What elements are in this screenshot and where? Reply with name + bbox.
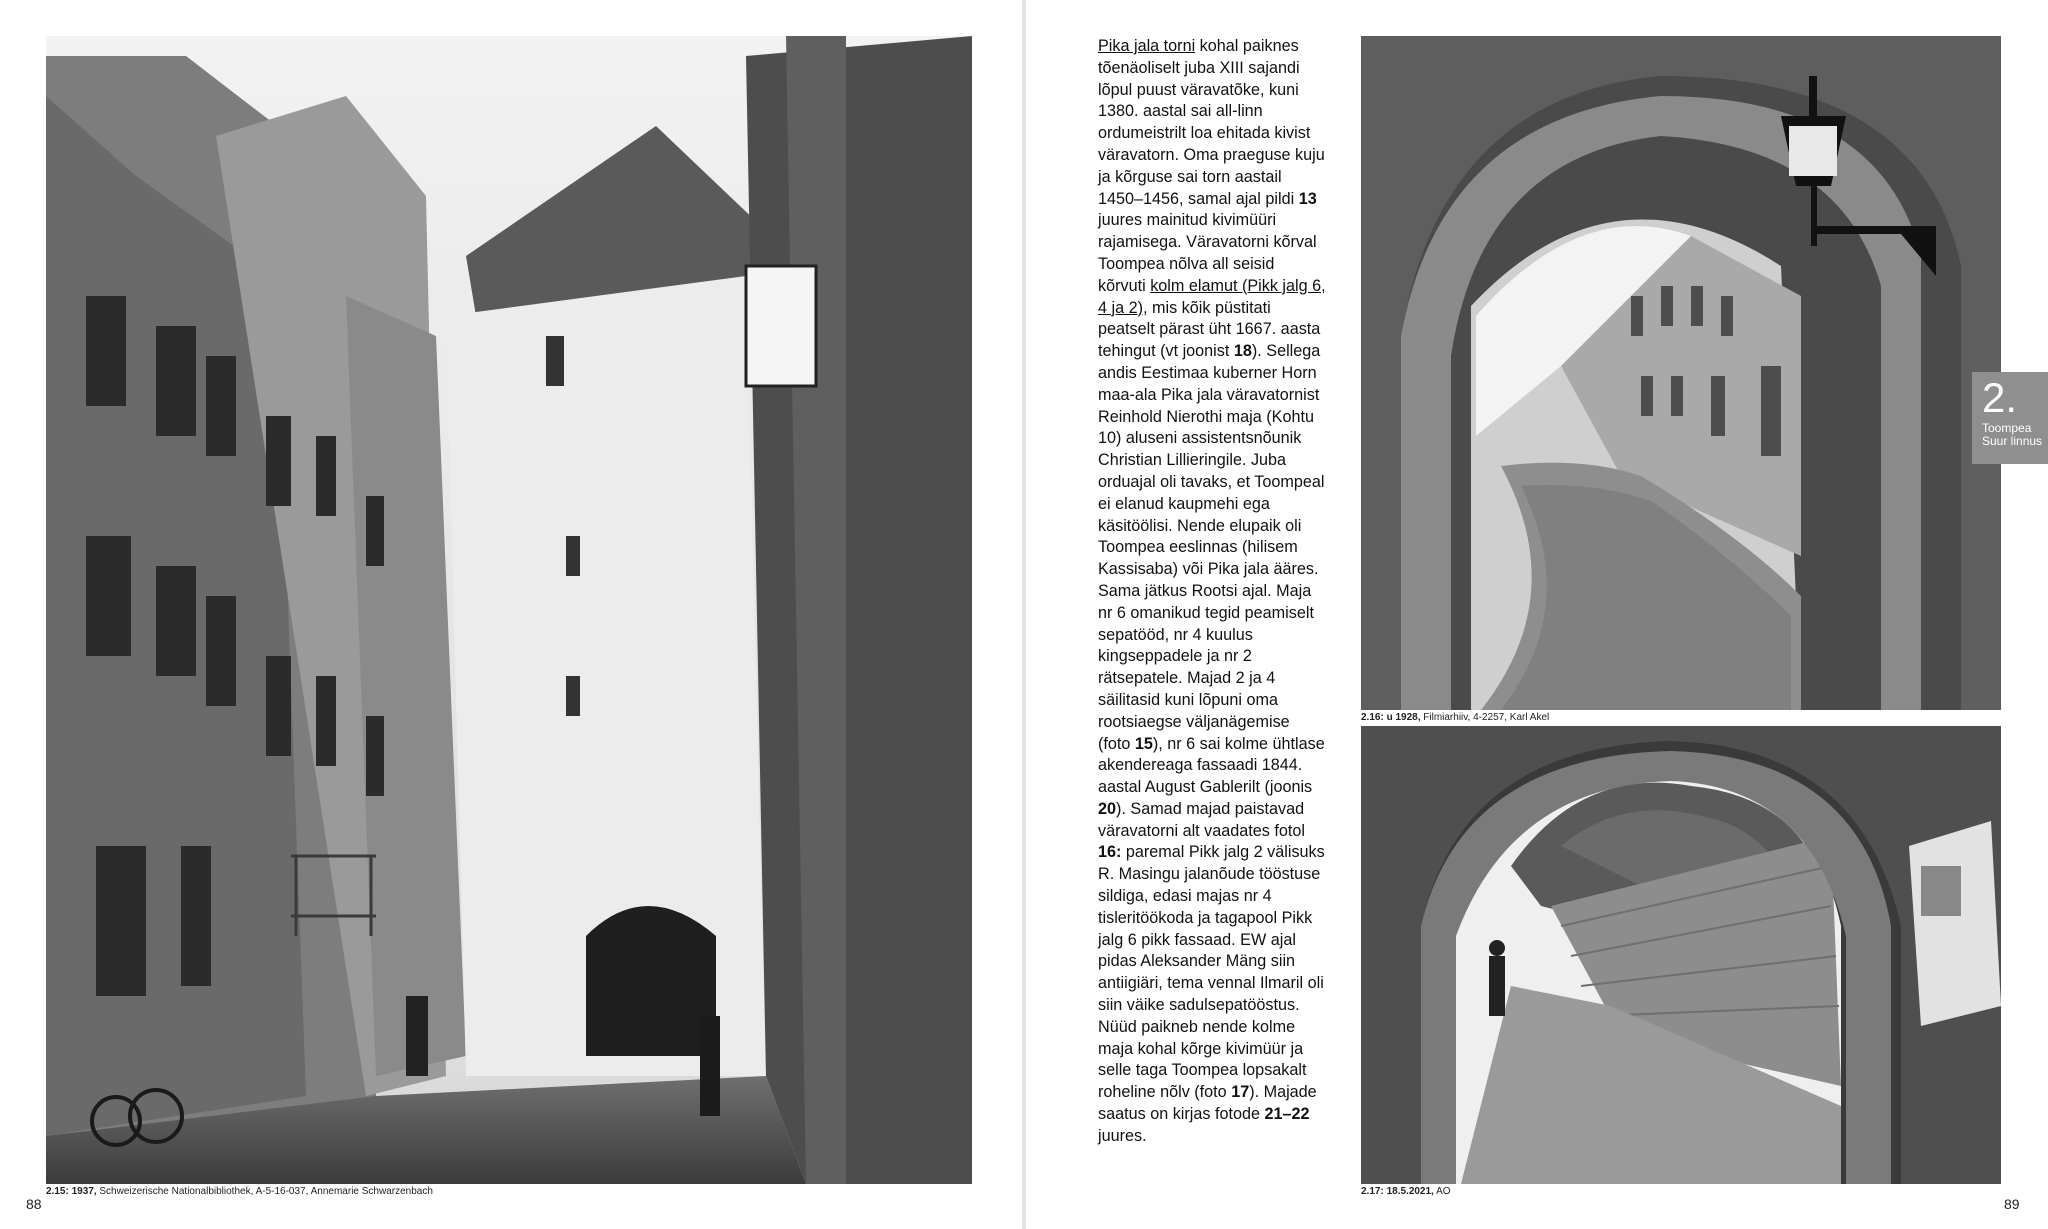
- page-number-right: 89: [2004, 1196, 2020, 1212]
- caption-text: AO: [1433, 1186, 1451, 1197]
- page-number-left: 88: [26, 1196, 42, 1212]
- caption-id: 2.17: 18.5.2021,: [1361, 1186, 1434, 1197]
- body-run: , mis kõik püstitati peatselt pärast üht 1667. aasta tehingut (vt joonist: [1098, 298, 1321, 361]
- caption-text: Schweizerische Nationalbibliothek, A-5-16-037, Annemarie Schwarzenbach: [96, 1186, 433, 1197]
- body-run: ). Samad majad paistavad väravatorni alt vaadates fotol: [1098, 799, 1305, 840]
- body-run: 21–22: [1264, 1105, 1310, 1124]
- body-run: ), nr 6 sai kolme ühtlase akendereaga fassaadi 1844. aastal August Gablerilt (joonis: [1098, 734, 1325, 797]
- photo-2-16: [1361, 36, 2001, 710]
- caption-id: 2.16: u 1928,: [1361, 712, 1421, 723]
- body-paragraph: [1098, 36, 1326, 1148]
- body-run: kolm elamut (Pikk jalg 6, 4 ja 2): [1098, 276, 1326, 317]
- body-run: juures.: [1098, 1126, 1147, 1145]
- chapter-title-line2: Suur linnus: [1982, 434, 2043, 448]
- chapter-title: [1982, 422, 2042, 448]
- body-run: kohal paiknes tõenäoliselt juba XIII sajandi lõpul puust väravatõke, kuni 1380. aastal sai all-linn ordumeistrilt loa ehitada kivist väravatorn. Oma praeguse kuju ja kõrguse sai torn aastail 1450–1456, samal ajal pildi: [1098, 37, 1325, 208]
- body-run: 18: [1233, 342, 1252, 361]
- caption-text: Filmiarhiiv, 4-2257, Karl Akel: [1420, 712, 1550, 723]
- photo-2-16-image: [1361, 36, 2001, 710]
- body-run: 13: [1298, 189, 1317, 208]
- photo-2-17-image: [1361, 726, 2001, 1184]
- chapter-number: 2.: [1982, 374, 2018, 421]
- body-run: 17: [1231, 1083, 1250, 1102]
- chapter-tab: [1972, 372, 2048, 464]
- photo-2-15-caption: [46, 1186, 433, 1198]
- photo-2-15: [46, 36, 972, 1184]
- body-run: 16:: [1098, 843, 1122, 862]
- photo-2-17: [1361, 726, 2001, 1184]
- photo-2-17-caption: [1361, 1186, 1451, 1198]
- body-run: juures mainitud kivimüüri rajamisega. Väravatorni kõrval Toompea nõlva all seisid kõrvuti: [1098, 211, 1317, 295]
- photo-2-16-caption: [1361, 712, 1549, 724]
- body-run: ). Sellega andis Eestimaa kuberner Horn maa-ala Pika jala väravatornist Reinhold Nierothi maja (Kohtu 10) aluseni assistentsnõunik Christian Lillieringile. Juba orduajal oli tavaks, et Toompeal ei elanud kaupmehi ega käsitöölisi. Nende elupaik oli Toompea eeslinnas (hilisem Kassisaba) või Pika jala ääres. Sama jätkus Rootsi ajal. Maja nr 6 omanikud tegid peamiselt sepatööd, nr 4 kuulus kingseppadele ja nr 2 rätsepatele. Majad 2 ja 4 säilitasid kuni lõpuni oma rootsiaegse väljanägemise (foto: [1098, 342, 1325, 753]
- chapter-title-line1: Toompea: [1982, 421, 2032, 435]
- caption-id: 2.15: 1937,: [46, 1186, 97, 1197]
- body-run: 20: [1098, 799, 1117, 818]
- body-run: paremal Pikk jalg 2 välisuks R. Masingu jalanõude tööstuse sildiga, edasi majas nr 4 tisleritöökoda ja tagapool Pikk jalg 6 pikk fassaad. EW ajal pidas Aleksander Mäng siin antiigiäri, tema vennal Ilmaril oli siin väike sadulsepatööstus. Nüüd paikneb nende kolme maja kohal kõrge kivimüür ja selle taga Toompea lopsakalt roheline nõlv (foto: [1098, 843, 1325, 1102]
- photo-2-15-image: [46, 36, 972, 1184]
- body-run: 15: [1134, 734, 1153, 753]
- body-run: ). Majade saatus on kirjas fotode: [1098, 1083, 1317, 1124]
- body-run: Pika jala torni: [1098, 37, 1196, 55]
